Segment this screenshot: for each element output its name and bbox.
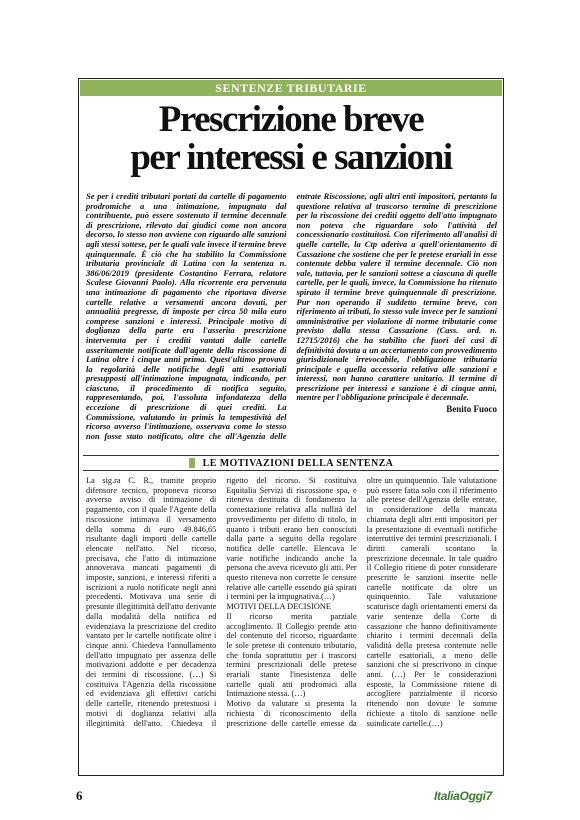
subsection-banner — [83, 455, 499, 471]
page-number: 6 — [76, 788, 83, 803]
masthead-logo: ItaliaOggi7 — [434, 789, 493, 803]
section-banner: SENTENZE TRIBUTARIE — [80, 80, 502, 96]
body-paragraph: La sig.ra C. R., tramite proprio difensore tecnico, proponeva ricorso avverso avviso di intimazione di pagamento, con il quale l'Agente della riscossione intimava il versamento della somma di euro 49.846,65 risultante dagli importi delle cartelle elencate nell'atto. Nel ricorso, precisava, che l'atto di intimazione annoverava mancati pagamenti di imposte, sanzioni, e interessi riferiti a iscrizioni a ruolo notificate negli anni precedenti. Motivava una serie di presunte illegittimità dell'atto derivante dalla modalità della notifica ed evidenziava la prescrizione del credito vantato per le cartelle notificate oltre i cinque anni. Chiedeva l'annullamento dell'atto impugnato per assenza delle motivazioni addotte e per decadenza dei termini di riscossione. (…) Si costituiva l'Agenzia della riscossione ed evidenziava gli effettivi carichi delle cartelle, ritenendo pretestuosi i motivi di doglianza relativi alla illegittimità dell'atto. Chiedeva il rigetto del ricorso. Si costituiva Equitalia Servizi di riscossione spa, e riteneva destituita di fondamento la contestazione relativa alla nullità del provvedimento per difetto di titolo, in quanto i tributi erano ben conosciuti dalla parte a seguito della regolare notifica delle cartelle. Elencava le varie notifiche indicando anche la persona che aveva ricevuto gli atti. Per questo riteneva non corrette le censure relative alle cartelle essendo già spirati i termini per la impugnativa.(…) — [86, 476, 357, 728]
body-paragraph: Motivo da valutare si presenta la richiesta di riconoscimento della prescrizione delle cartelle emesse da oltre un quinquennio. Tale valutazione può essere fatta solo con il riferimento alle pretese dell'Agenzia delle entrate, in considerazione della mancata chiamata degli altri enti impositori per la presentazione di eventuali notifiche interruttive dei termini prescrizionali. I diritti camerali scontano la prescrizione decennale. In tale quadro il Collegio ritiene di poter considerare prescritte le sanzioni inserite nelle cartelle notificate da oltre un quinquennio. Tale valutazione scaturisce dagli orientamenti emersi da varie sentenze della Corte di cassazione che hanno definitivamente chiarito i termini decennali della validità della pretesa contenute nelle cartelle esattoriali, a meno delle sanzioni che si prescrivono in cinque anni. (…) Per le considerazioni esposte, la Commissione ritiene di accogliere parzialmente il ricorso ritenendo non dovute le somme richieste a titolo di sanzione nelle suindicate cartelle.(…) — [226, 476, 497, 728]
subsection-title: LE MOTIVAZIONI DELLA SENTENZA — [202, 457, 394, 469]
subsection-marker — [189, 458, 195, 468]
headline — [82, 101, 500, 177]
article-body — [86, 476, 497, 731]
body-subheading: MOTIVI DELLA DECISIONE — [226, 602, 331, 612]
headline-line-1: Prescrizione breve — [158, 99, 424, 140]
headline-line-2: per interessi e sanzioni — [130, 137, 452, 178]
article-intro — [86, 192, 497, 450]
body-paragraph: Il ricorso merita parziale accoglimento. Il Collegio prende atto del contenuto del ricorso, riguardante le sole pretese di contenuto tributario, che fonda soprattutto per i trascorsi termini prescrizionali delle pretese erariali stante l'inesistenza delle cartelle quali atti prodromici alla Intimazione stessa. (…) — [226, 611, 357, 699]
intro-text: Se per i crediti tributari portati da cartelle di pagamento prodromiche a una intimazione, impugnata dal contribuente, può essere sostenuto il termine decennale di prescrizione, rilevato dai giudici come non ancora decorso, lo stesso non avviene con riguardo alle sanzioni agli stessi sottese, per le quali vale invece il termine breve quinquennale. È ciò che ha stabilito la Commissione tributaria provinciale di Latina con la sentenza n. 386/06/2019 (presidente Costantino Ferrara, relatore Scalese Giovanni Paolo). Alla ricorrente era pervenuta una intimazione di pagamento che riportava diverse cartelle relative a versamenti ancora dovuti, per annualità pregresse, di imposte per circa 50 mila euro comprese sanzioni e interessi. Principale motivo di doglianza della parte era l'asserita prescrizione intervenuta per i crediti vantati dalle cartelle asseritamente notificate dall'agente della riscossione di Latina oltre i cinque anni prima. Quest'ultimo provava la regolarità delle notifiche degli atti esattoriali presupposti all'intimazione impugnata, indicando, per ciascuno, il procedimento di notifica seguito, rappresentando, poi, l'assoluta infondatezza della eccezione di prescrizione di quei crediti. La Commissione, valutando in primis la tempestività del ricorso avverso l'intimazione, osservava come lo stesso non fosse stato notificato, oltre che all'Agenzia delle entrate Riscossione, agli altri enti impositori, pertanto la questione relativa al trascorso termine di prescrizione per la riscossione dei crediti oggetto dell'atto impugnato non poteva che riguardare solo l'attività del concessionario costituitosi. Con riferimento all'analisi di quelle cartelle, la Ctp aderiva a quell'orientamento di Cassazione che sostiene che per le pretese erariali in esse contenute debba valere il termine decennale. Ciò non vale, tuttavia, per le sanzioni sottese a ciascuna di quelle cartelle, per le quali, invece, la Commissione ha ritenuto spirato il termine breve quinquennale di prescrizione. Pur non operando il suddetto termine breve, con riferimento ai tributi, lo stesso vale invece per le sanzioni amministrative per violazione di norme tributarie come previsto dalla stessa Cassazione (Cass. ord. n. 12715/2016) che ha stabilito che fuori dei casi di definitività dovuta a un accertamento con provvedimento giurisdizionale irrevocabile, l'obbligazione tributaria principale e quella accessoria relativa alle sanzioni e interessi, non hanno carattere unitario. Il termine di prescrizione per interessi e sanzione è di cinque anni, mentre per l'obbligazione principale è decennale. — [86, 191, 497, 441]
author-byline: Benito Fuoco — [446, 404, 497, 415]
